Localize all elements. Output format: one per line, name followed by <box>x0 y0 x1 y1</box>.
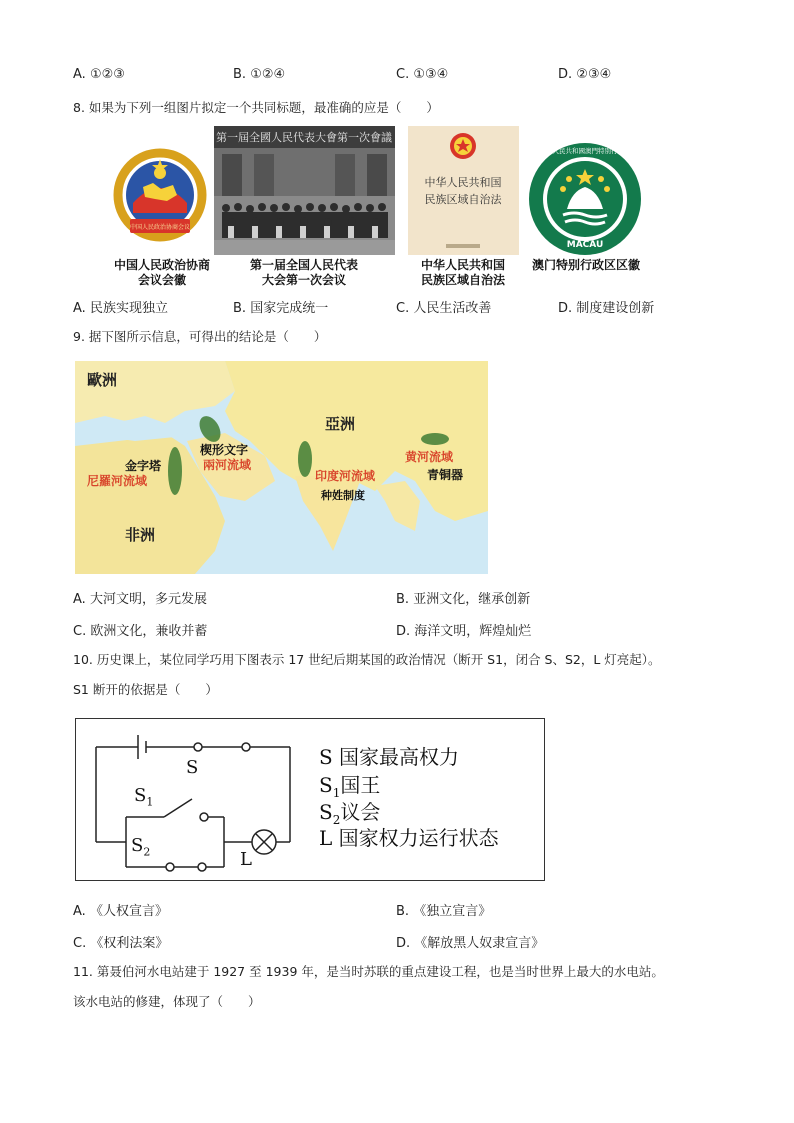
q11-stem-line2: 该水电站的修建，体现了（ ） <box>73 994 261 1009</box>
q10-stem-line2: S1 断开的依据是（ ） <box>73 682 218 697</box>
map-label-yellow-river: 黄河流域 <box>405 450 454 464</box>
map-label-europe: 歐洲 <box>87 371 118 389</box>
q10-option-c[interactable]: C. 《权利法案》 <box>73 936 169 951</box>
caption-npc: 第一届全国人民代表 大会第一次会议 <box>249 258 358 287</box>
cppcc-emblem-icon <box>103 143 218 253</box>
book-title-line1: 中华人民共和国 <box>424 176 502 189</box>
circuit-label-s1: $S_1$ <box>134 785 154 809</box>
q7-option-b[interactable]: B. ①②④ <box>233 67 286 82</box>
q8-stem: 8. 如果为下列一组图片拟定一个共同标题，最准确的应是（ ） <box>73 100 439 115</box>
circuit-diagram <box>75 718 545 881</box>
npc-photo-icon <box>214 126 395 255</box>
legend-line-s1: $S_1$国王 <box>319 773 381 800</box>
circuit-label-s: S <box>186 757 199 778</box>
q8-option-c[interactable]: C. 人民生活改善 <box>396 301 492 316</box>
law-book-icon <box>408 126 519 255</box>
q9-option-c[interactable]: C. 欧洲文化，兼收并蓄 <box>73 624 208 639</box>
q7-option-c[interactable]: C. ①③④ <box>396 67 449 82</box>
map-label-asia: 亞洲 <box>325 415 356 433</box>
q8-option-d[interactable]: D. 制度建设创新 <box>558 301 655 316</box>
npc-photo-image <box>214 126 395 255</box>
map-label-africa: 非洲 <box>125 526 156 544</box>
civilization-map <box>75 361 488 574</box>
circuit-diagram-icon <box>76 719 296 879</box>
q10-option-d[interactable]: D. 《解放黑人奴隶宣言》 <box>396 936 545 951</box>
circuit-label-s2: $S_2$ <box>131 835 151 859</box>
legend-line-s: S 国家最高权力 <box>319 745 460 769</box>
map-label-bronze: 青铜器 <box>427 468 464 482</box>
q7-option-a[interactable]: A. ①②③ <box>73 67 125 82</box>
macau-emblem-image <box>527 141 643 257</box>
map-label-nile: 尼羅河流域 <box>87 474 148 488</box>
caption-cppcc: 中国人民政治协商 会议会徽 <box>113 258 210 287</box>
circuit-label-l: L <box>240 849 252 870</box>
macau-emblem-icon <box>527 141 643 257</box>
q10-stem-line1: 10. 历史课上，某位同学巧用下图表示 17 世纪后期某国的政治情况（断开 S1，闭合 S、S2，L 灯亮起）。 <box>73 652 661 667</box>
map-label-cuneiform: 楔形文字 <box>200 443 249 457</box>
cppcc-emblem-image <box>103 143 218 253</box>
cppcc-ribbon-text: 中国人民政治协商会议 <box>129 224 191 231</box>
map-label-mesopotamia: 兩河流域 <box>203 458 252 472</box>
q10-option-b[interactable]: B. 《独立宣言》 <box>396 904 492 919</box>
law-book-image <box>408 126 519 255</box>
caption-law: 中华人民共和国 民族区域自治法 <box>420 258 505 287</box>
q8-option-a[interactable]: A. 民族实现独立 <box>73 301 168 316</box>
legend-line-l: L 国家权力运行状态 <box>319 826 499 850</box>
caption-macau: 澳门特别行政区区徽 <box>531 258 640 272</box>
q8-option-b[interactable]: B. 国家完成统一 <box>233 301 329 316</box>
map-label-indus: 印度河流域 <box>315 469 376 483</box>
npc-banner-text: 第一屆全國人民代表大會第一次會議 <box>216 131 392 144</box>
q9-option-a[interactable]: A. 大河文明，多元发展 <box>73 592 207 607</box>
macau-emblem-ring-text: 中華人民共和國澳門特別行政區 <box>539 147 631 155</box>
q10-option-a[interactable]: A. 《人权宣言》 <box>73 904 168 919</box>
q9-option-d[interactable]: D. 海洋文明，辉煌灿烂 <box>396 624 532 639</box>
q9-option-b[interactable]: B. 亚洲文化，继承创新 <box>396 592 531 607</box>
map-label-caste: 种姓制度 <box>321 489 365 502</box>
map-label-pyramid: 金字塔 <box>125 459 162 473</box>
legend-line-s2: $S_2$议会 <box>319 800 381 827</box>
book-title-line2: 民族区域自治法 <box>424 193 502 206</box>
q7-option-d[interactable]: D. ②③④ <box>558 67 612 82</box>
q9-stem: 9. 据下图所示信息，可得出的结论是（ ） <box>73 329 327 344</box>
q11-stem-line1: 11. 第聂伯河水电站建于 1927 至 1939 年，是当时苏联的重点建设工程，也是当时世界上最大的水电站。 <box>73 964 664 979</box>
macau-emblem-sub: MACAU <box>566 240 604 250</box>
